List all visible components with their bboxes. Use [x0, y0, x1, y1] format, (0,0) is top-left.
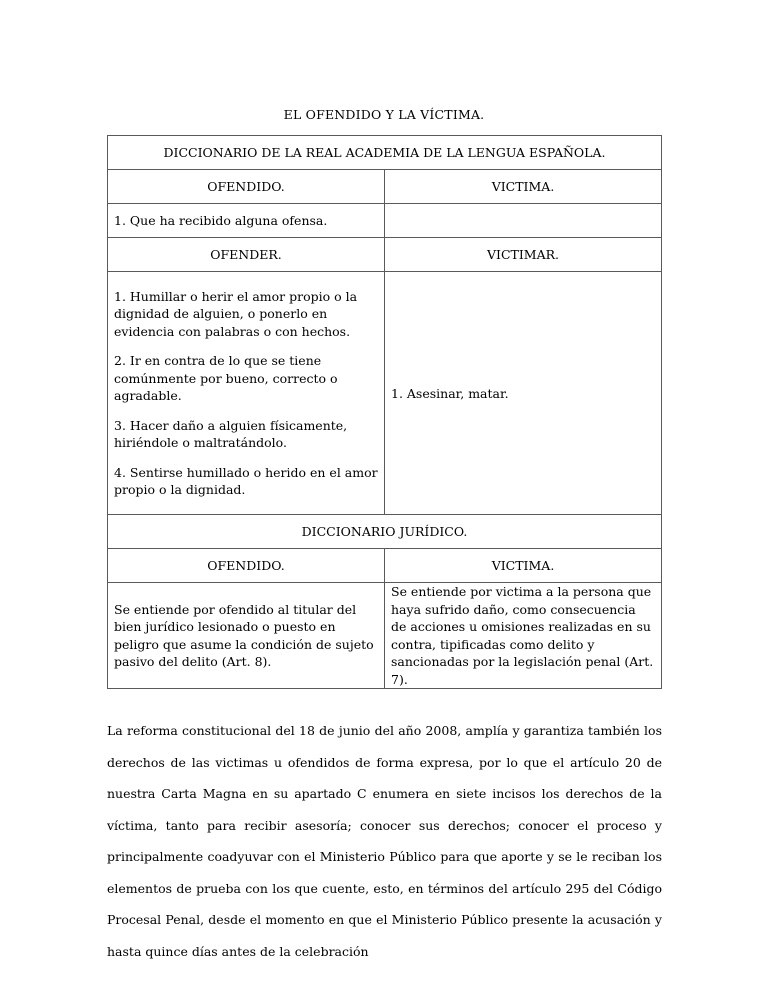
juridico-ofendido-def: Se entiende por ofendido al titular del bien jurídico lesionado o puesto en peligro que asume la condición de sujeto pasivo del delito (Art. 8).: [108, 583, 385, 689]
victimar-definition: 1. Asesinar, matar.: [385, 272, 662, 515]
juridico-col-ofendido: OFENDIDO.: [108, 549, 385, 583]
page-title: EL OFENDIDO Y LA VÍCTIMA.: [283, 107, 485, 122]
ofender-def-4: 4. Sentirse humillado o herido en el amor propio o la dignidad.: [114, 464, 378, 497]
ofender-def-2: 2. Ir en contra de lo que se tiene comúnmente por bueno, correcto o agradable.: [114, 353, 338, 403]
juridico-heading: DICCIONARIO JURÍDICO.: [108, 515, 662, 549]
ofender-def-1: 1. Humillar o herir el amor propio o la dignidad de alguien, o ponerlo en evidencia con palabras o con hechos.: [114, 288, 358, 339]
body-paragraph: La reforma constitucional del 18 de junio del año 2008, amplía y garantiza también los derechos de las victimas u ofendidos de forma expresa, por lo que el artículo 20 de nuestra Carta Magna en su apartado C enumera en siete incisos los derechos de la víctima, tanto para recibir asesoría; conocer sus derechos; conocer el proceso y principalmente coadyuvar con el Ministerio Público para que aporte y se le reciban los elementos de prueba con los que cuente, esto, en términos del artículo 295 del Código Procesal Penal, desde el momento en que el Ministerio Público presente la acusación y hasta quince días antes de la celebración: [107, 723, 662, 959]
rae-col-ofender: OFENDER.: [108, 238, 385, 272]
rae-col-victima: VICTIMA.: [385, 170, 662, 204]
rae-victima-def: [385, 204, 662, 238]
juridico-victima-def: Se entiende por victima a la persona que haya sufrido daño, como consecuencia de acciones u omisiones realizadas en su contra, tipificadas como delito y sancionadas por la legislación penal (Art. 7).: [385, 583, 662, 689]
rae-ofendido-def: 1. Que ha recibido alguna ofensa.: [108, 204, 385, 238]
ofender-definitions: [108, 272, 385, 515]
rae-col-victimar: VICTIMAR.: [385, 238, 662, 272]
ofender-def-3: 3. Hacer daño a alguien físicamente, hiriéndole o maltratándolo.: [114, 417, 348, 450]
juridico-col-victima: VICTIMA.: [385, 549, 662, 583]
definitions-table: [107, 135, 662, 689]
rae-heading: DICCIONARIO DE LA REAL ACADEMIA DE LA LENGUA ESPAÑOLA.: [108, 136, 662, 170]
rae-col-ofendido: OFENDIDO.: [108, 170, 385, 204]
